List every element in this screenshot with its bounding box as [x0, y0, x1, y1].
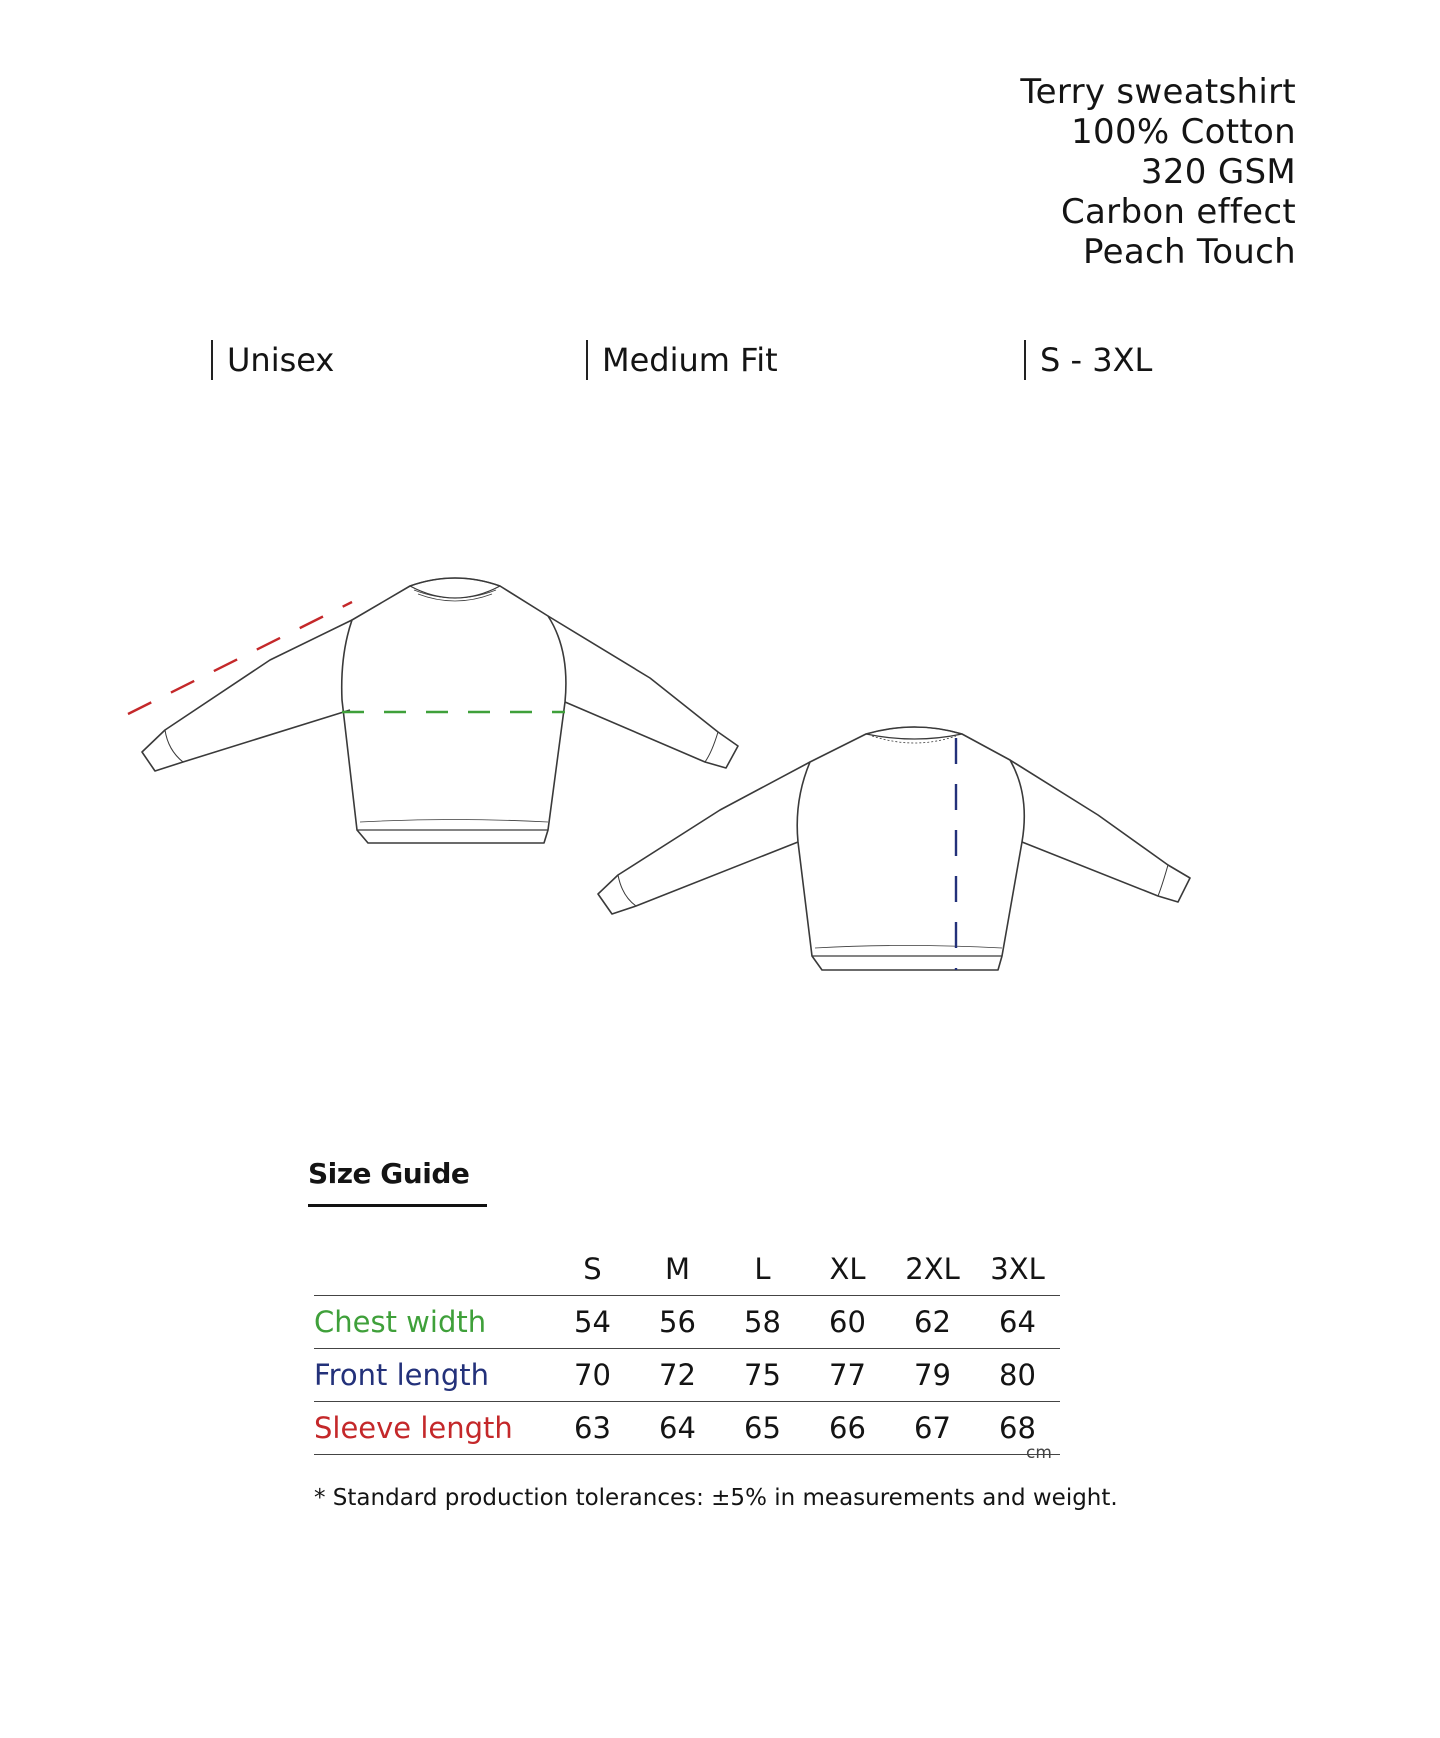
sleeve-length-guide	[128, 602, 352, 714]
sweatshirt-front-icon	[142, 578, 738, 843]
table-cell: 67	[914, 1411, 951, 1445]
size-header: 2XL	[905, 1252, 960, 1286]
table-header-empty	[314, 1243, 550, 1296]
table-row-sleeve-length	[314, 1402, 1060, 1455]
table-cell: 75	[744, 1358, 781, 1392]
attribute-gender: Unisex	[211, 340, 334, 380]
size-header: S	[583, 1252, 602, 1286]
table-cell: 58	[744, 1305, 781, 1339]
row-label: Sleeve length	[314, 1411, 513, 1445]
size-header: 3XL	[990, 1252, 1045, 1286]
table-cell: 64	[659, 1411, 696, 1445]
table-cell: 79	[914, 1358, 951, 1392]
spec-weight: 320 GSM	[1140, 152, 1296, 192]
table-header-row	[314, 1243, 1060, 1296]
table-cell: 80	[999, 1358, 1036, 1392]
spec-finish: Peach Touch	[1083, 232, 1296, 272]
row-label: Chest width	[314, 1305, 487, 1339]
table-cell: 54	[574, 1305, 611, 1339]
spec-composition: 100% Cotton	[1071, 112, 1296, 152]
size-guide-table	[314, 1243, 1060, 1455]
table-cell: 70	[574, 1358, 611, 1392]
table-cell: 65	[744, 1411, 781, 1445]
table-cell: 60	[829, 1305, 866, 1339]
size-header: L	[754, 1252, 771, 1286]
table-row-chest-width	[314, 1296, 1060, 1349]
garment-illustration	[0, 560, 1440, 1020]
table-row-front-length	[314, 1349, 1060, 1402]
unit-label: cm	[1026, 1443, 1052, 1463]
spec-effect: Carbon effect	[1061, 192, 1296, 232]
table-cell: 56	[659, 1305, 696, 1339]
size-guide-title: Size Guide	[308, 1157, 487, 1207]
sweatshirt-back-icon	[598, 727, 1190, 970]
table-cell: 63	[574, 1411, 611, 1445]
size-header: M	[664, 1252, 691, 1286]
attribute-size-range: S - 3XL	[1024, 340, 1152, 380]
size-header: XL	[829, 1252, 866, 1286]
table-cell: 68	[999, 1411, 1036, 1445]
table-cell: 64	[999, 1305, 1036, 1339]
tolerance-note: * Standard production tolerances: ±5% in measurements and weight.	[314, 1485, 1118, 1511]
attribute-fit: Medium Fit	[586, 340, 778, 380]
row-label: Front length	[314, 1358, 490, 1392]
table-cell: 72	[659, 1358, 696, 1392]
table-cell: 66	[829, 1411, 866, 1445]
table-cell: 62	[914, 1305, 951, 1339]
spec-fabric: Terry sweatshirt	[1020, 72, 1296, 112]
product-specs	[1020, 72, 1296, 272]
table-cell: 77	[829, 1358, 866, 1392]
